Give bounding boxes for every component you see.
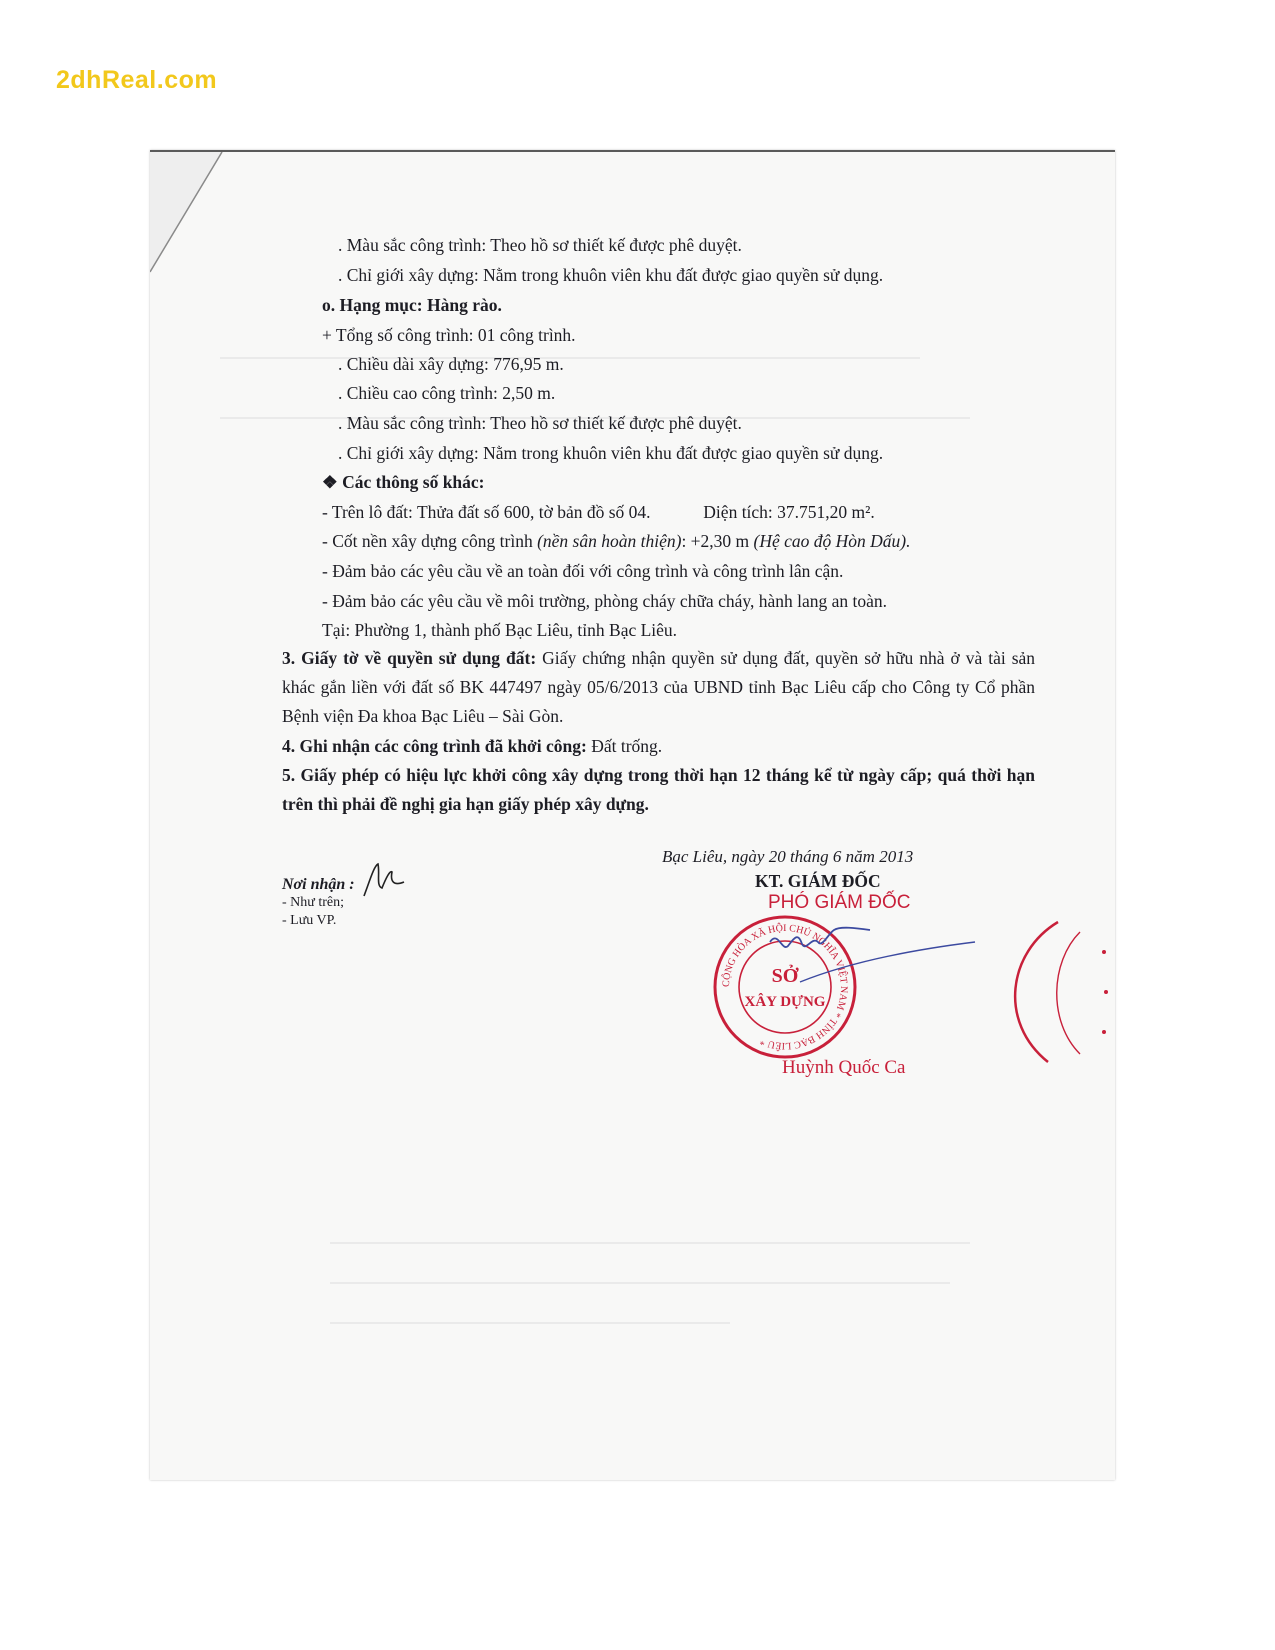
mau-sac-line-2: . Màu sắc công trình: Theo hồ sơ thiết kế được phê duyệt. xyxy=(338,413,742,433)
section-3-text: Giấy chứng nhận quyền sử dụng đất, quyền sở hữu nhà ở và tài sản khác gắn liền với đất số BK 447497 ngày 05/6/2013 của UBND tỉnh Bạc Liêu cấp cho Công ty Cổ phần Bệnh viện Đa khoa Bạc Liêu – Sài Gòn. xyxy=(282,648,1036,726)
bleed-through-line xyxy=(220,357,920,359)
partial-stamp-edge xyxy=(988,912,1115,1072)
handwritten-signature xyxy=(760,922,980,992)
location-line: Tại: Phường 1, thành phố Bạc Liêu, tỉnh Bạc Liêu. xyxy=(322,620,678,640)
cot-nen-prefix: - Cốt nền xây dựng công trình xyxy=(322,531,533,551)
chieu-cao-line: . Chiều cao công trình: 2,50 m. xyxy=(338,383,556,403)
kt-title: KT. GIÁM ĐỐC xyxy=(755,871,881,891)
recipient-item: - Như trên; xyxy=(282,895,345,910)
tren-lo-dat-line xyxy=(322,501,875,523)
chi-gioi-line-2: . Chỉ giới xây dựng: Nằm trong khuôn viên khu đất được giao quyền sử dụng. xyxy=(338,443,884,463)
tong-so-line: + Tổng số công trình: 01 công trình. xyxy=(322,325,576,345)
cot-nen-value: : +2,30 m xyxy=(681,531,750,551)
recipient-item: - Lưu VP. xyxy=(282,913,337,928)
stamp-center-bottom: XÂY DỰNG xyxy=(744,994,826,1010)
stamp-ring-text: CỘNG HÒA XÃ HỘI CHỦ NGHĨA VIỆT NAM * TỈNH BẠC LIÊU * xyxy=(720,922,850,1052)
page-fold-mark xyxy=(150,152,230,292)
stamp-center-top: SỞ xyxy=(771,965,799,987)
watermark-logo: 2dhReal.com xyxy=(56,66,218,94)
chi-gioi-line-1: . Chỉ giới xây dựng: Nằm trong khuôn viên khu đất được giao quyền sử dụng. xyxy=(338,265,884,285)
section-5: 5. Giấy phép có hiệu lực khởi công xây dựng trong thời hạn 12 tháng kể từ ngày cấp; quá thời hạn trên thì phải đề nghị gia hạn giấy phép xây dựng. xyxy=(282,765,1035,814)
section-3-label: 3. Giấy tờ về quyền sử dụng đất: xyxy=(282,648,537,668)
section-4-text: Đất trống. xyxy=(591,736,663,756)
recipients-title: Nơi nhận : xyxy=(282,876,355,893)
cot-nen-italic: (nền sân hoàn thiện) xyxy=(537,531,682,551)
chieu-dai-line: . Chiều dài xây dựng: 776,95 m. xyxy=(338,354,564,374)
hang-muc-heading: o. Hạng mục: Hàng rào. xyxy=(322,295,502,315)
thong-so-khac-heading: ❖ Các thông số khác: xyxy=(322,472,485,492)
document-page xyxy=(150,150,1115,1480)
section-4 xyxy=(282,732,1035,761)
cot-nen-line xyxy=(322,530,911,552)
signer-name: Huỳnh Quốc Ca xyxy=(782,1057,906,1078)
bleed-through-line xyxy=(330,1322,730,1324)
recipients-block xyxy=(282,876,355,930)
deputy-title: PHÓ GIÁM ĐỐC xyxy=(768,892,911,913)
cot-nen-system: (Hệ cao độ Hòn Dấu). xyxy=(753,531,911,551)
section-3 xyxy=(282,644,1035,731)
bleed-through-line xyxy=(330,1242,970,1244)
dien-tich-text: Diện tích: 37.751,20 m². xyxy=(703,502,875,522)
section-4-label: 4. Ghi nhận các công trình đã khởi công: xyxy=(282,736,587,756)
tren-lo-dat-text: - Trên lô đất: Thửa đất số 600, tờ bản đồ số 04. xyxy=(322,502,651,522)
initial-mark xyxy=(360,860,408,902)
place-date: Bạc Liêu, ngày 20 tháng 6 năm 2013 xyxy=(662,847,914,866)
bleed-through-line xyxy=(330,1282,950,1284)
an-toan-line: - Đảm bảo các yêu cầu về an toàn đối với công trình và công trình lân cận. xyxy=(322,561,844,581)
mau-sac-line-1: . Màu sắc công trình: Theo hồ sơ thiết kế được phê duyệt. xyxy=(338,235,742,255)
moi-truong-line: - Đảm bảo các yêu cầu về môi trường, phòng cháy chữa cháy, hành lang an toàn. xyxy=(322,591,888,611)
